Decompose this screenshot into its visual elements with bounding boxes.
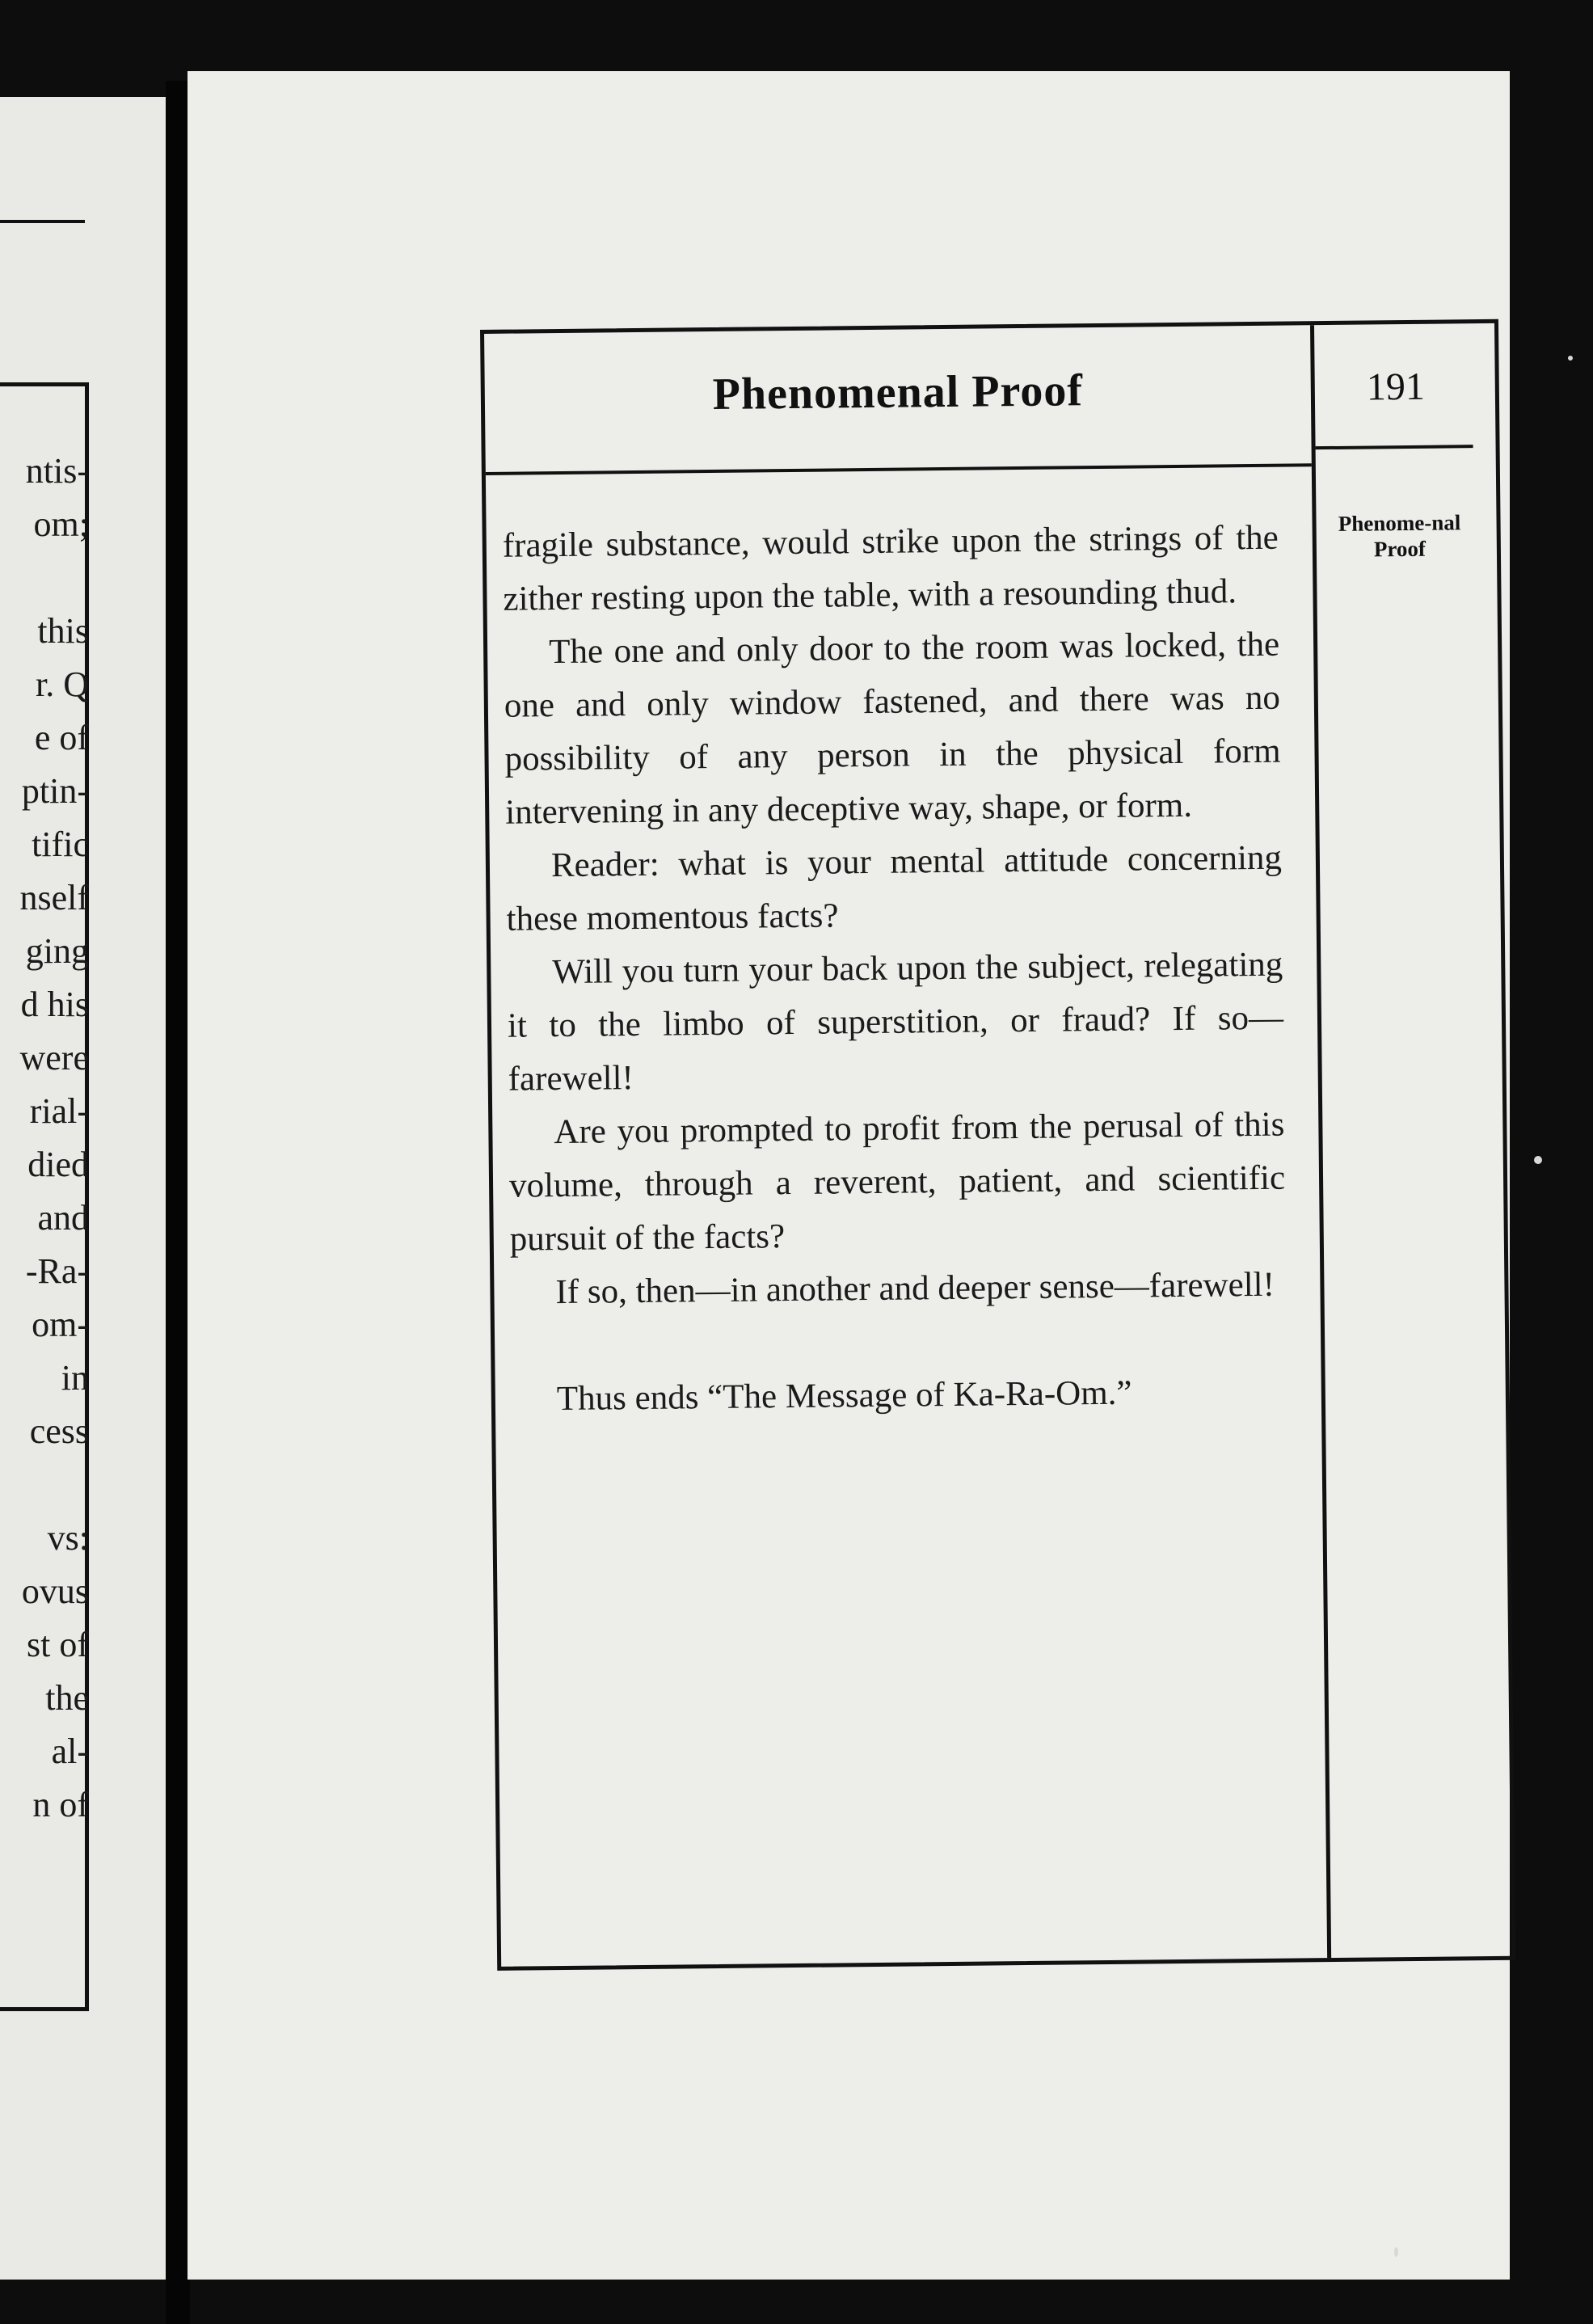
left-line: d his: [20, 985, 89, 1024]
left-line: om-: [32, 1305, 89, 1344]
left-line: [0, 1458, 89, 1512]
left-line: the: [45, 1678, 89, 1718]
paragraph: Will you turn your back upon the subject, relegating it to the limbo of superstition, or fraud? If so—farewell!: [507, 945, 1284, 1099]
paragraph: Reader: what is your mental attitude concerning these momentous facts?: [506, 838, 1283, 938]
header-row: [484, 325, 1312, 475]
left-line: in: [61, 1358, 89, 1398]
left-line: -Ra-: [25, 1251, 89, 1291]
left-line: ovus: [21, 1571, 89, 1611]
left-line: cess: [29, 1411, 89, 1451]
running-head: Phenomenal Proof: [712, 365, 1084, 420]
left-line: this: [37, 611, 89, 651]
left-line: st of: [27, 1625, 89, 1664]
paragraph: If so, then—in another and deeper sense—farewell!: [555, 1265, 1275, 1312]
scan-speck: [1394, 2247, 1398, 2257]
left-page-header-rule: [0, 220, 85, 223]
left-line: died: [27, 1145, 89, 1184]
marginal-sidenote: Phenome-nal Proof: [1338, 510, 1461, 562]
closing-line: Thus ends “The Message of Ka-Ra-Om.”: [556, 1373, 1132, 1419]
body-text: [502, 512, 1287, 1427]
left-line: vs:: [47, 1518, 89, 1558]
scan-speck: [1568, 356, 1573, 361]
scan-speck: [1534, 1156, 1542, 1164]
margin-column-divider: [1310, 325, 1331, 1958]
left-line: n of: [32, 1785, 89, 1824]
left-line: al-: [51, 1731, 89, 1771]
left-line: ntis-: [25, 451, 89, 491]
page-number: 191: [1366, 365, 1426, 409]
book-gutter: [166, 81, 190, 2324]
left-line: rial-: [29, 1091, 89, 1131]
left-line: tific: [32, 825, 89, 864]
left-facing-page: [0, 97, 166, 2280]
page-frame: [480, 319, 1515, 1971]
paragraph: fragile substance, would strike upon the strings of the zither resting upon the table, with a resounding thud.: [502, 518, 1279, 618]
paragraph: The one and only door to the room was locked, the one and only window fastened, and there was no possibility of any person in the physical form intervening in any deceptive way, shape, or form.: [504, 625, 1281, 832]
left-page-text-fragments: [0, 445, 89, 1832]
right-page: [188, 71, 1510, 2280]
paragraph: Are you prompted to profit from the perusal of this volume, through a reverent, patient, and scientific pursuit of the facts?: [508, 1105, 1286, 1259]
left-line: r. Q: [36, 664, 89, 704]
left-line: were: [19, 1038, 89, 1078]
left-line: and: [37, 1198, 89, 1238]
left-line: ging: [25, 931, 89, 971]
left-line: ptin-: [21, 771, 89, 811]
left-line: [0, 551, 89, 605]
margin-header-rule: [1316, 445, 1473, 449]
left-line: e of: [34, 718, 89, 757]
left-line: nself: [19, 878, 89, 917]
left-line: om;: [33, 504, 89, 544]
